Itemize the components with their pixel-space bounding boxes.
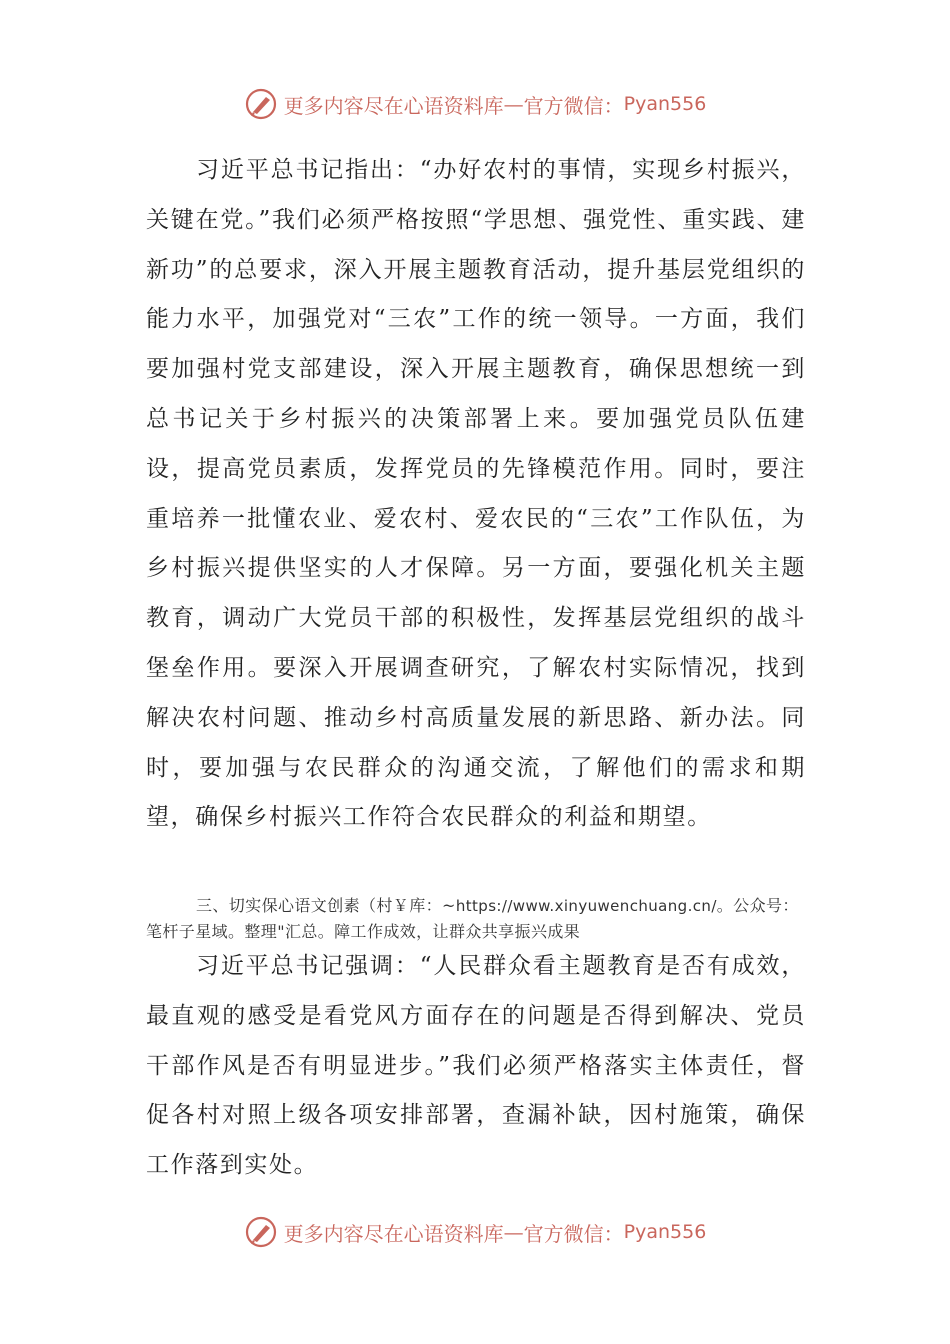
heading-note-prefix: 三、切实保心语文创素（村￥库：~ — [196, 896, 456, 915]
header-banner — [0, 84, 950, 124]
section-heading-note — [146, 893, 806, 944]
footer-banner — [0, 1212, 950, 1252]
pen-logo-icon — [244, 1215, 278, 1249]
heading-note-suffix: 。公众号：笔杆子星域。整理"汇总。障工作成效，让群众共享振兴成果 — [146, 896, 799, 941]
body-paragraph-2: 习近平总书记强调：“人民群众看主题教育是否有成效，最直观的感受是看党风方面存在的问题是否得到解决、党员干部作风是否有明显进步。”我们必须严格落实主体责任，督促各村对照上级各项安排部署，查漏补缺，因村施策，确保工作落到实处。 — [146, 953, 806, 1179]
banner-account: Pyan556 — [623, 93, 707, 115]
banner-suffix: 官方微信： — [523, 93, 624, 118]
banner-brand: 更多内容尽在心语资料库 — [283, 93, 504, 118]
heading-note-url[interactable]: https://www.xinyuwenchuang.cn/ — [455, 897, 717, 915]
banner-brand: 更多内容尽在心语资料库 — [283, 1221, 504, 1246]
banner-separator: — — [503, 92, 524, 116]
pen-logo-icon — [244, 87, 278, 121]
body-paragraph-1: 习近平总书记指出：“办好农村的事情，实现乡村振兴，关键在党。”我们必须严格按照“学思想、强党性、重实践、建新功”的总要求，深入开展主题教育活动，提升基层党组织的能力水平，加强党对“三农”工作的统一领导。一方面，我们要加强村党支部建设，深入开展主题教育，确保思想统一到总书记关于乡村振兴的决策部署上来。要加强党员队伍建设，提高党员素质，发挥党员的先锋模范作用。同时，要注重培养一批懂农业、爱农村、爱农民的“三农”工作队伍，为乡村振兴提供坚实的人才保障。另一方面，要强化机关主题教育，调动广大党员干部的积极性，发挥基层党组织的战斗堡垒作用。要深入开展调查研究，了解农村实际情况，找到解决农村问题、推动乡村高质量发展的新思路、新办法。同时，要加强与农民群众的沟通交流，了解他们的需求和期望，确保乡村振兴工作符合农民群众的利益和期望。 — [146, 157, 806, 831]
banner-suffix: 官方微信： — [523, 1221, 624, 1246]
banner-separator: — — [503, 1220, 524, 1244]
banner-account: Pyan556 — [623, 1221, 707, 1243]
